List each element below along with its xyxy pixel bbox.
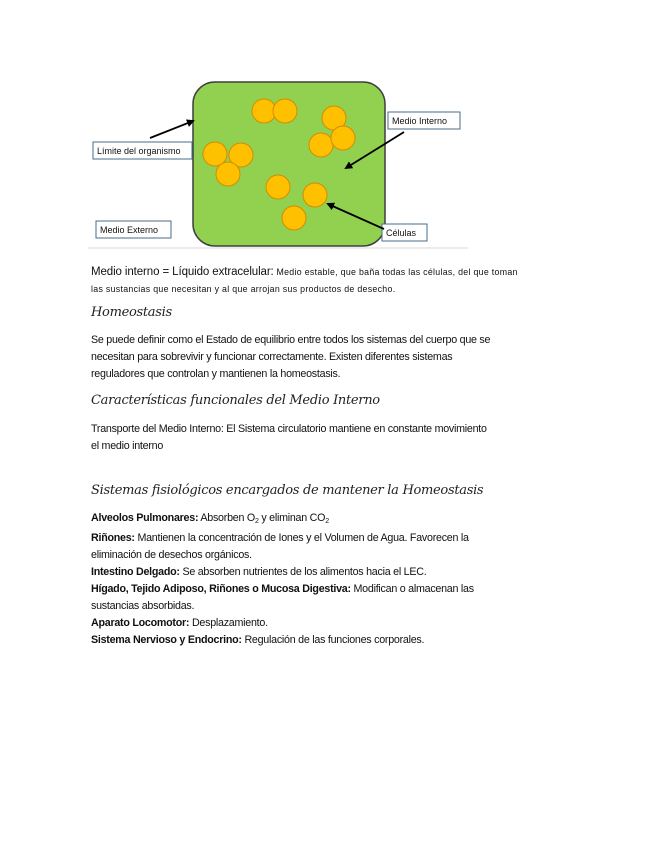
label-medio-interno: Medio Interno xyxy=(392,116,448,126)
caption-description-2: las sustancias que necesitan y al que arrojan sus productos de desecho. xyxy=(91,284,396,294)
sistema-label: Riñones: xyxy=(91,532,135,544)
cell xyxy=(266,175,290,199)
sistemas-list xyxy=(91,510,571,649)
diagram-caption xyxy=(91,264,571,298)
sistemas-heading: Sistemas fisiológicos encargados de mantener la Homeostasis xyxy=(91,483,484,498)
arrow-limite xyxy=(150,121,193,138)
cell xyxy=(216,162,240,186)
caracteristicas-line: Transporte del Medio Interno: El Sistema circulatorio mantiene en constante movimiento xyxy=(91,423,487,435)
cell xyxy=(273,99,297,123)
homeostasis-line: Se puede definir como el Estado de equilibrio entre todos los sistemas del cuerpo que se xyxy=(91,334,491,346)
sistema-intestino: Intestino Delgado: Se absorben nutrientes de los alimentos hacia el LEC. xyxy=(91,566,427,578)
sistema-label: Intestino Delgado: xyxy=(91,566,180,578)
cell xyxy=(252,99,276,123)
cell xyxy=(303,183,327,207)
sistema-nervioso: Sistema Nervioso y Endocrino: Regulación de las funciones corporales. xyxy=(91,634,425,646)
caracteristicas-heading: Características funcionales del Medio Interno xyxy=(91,393,380,408)
homeostasis-heading: Homeostasis xyxy=(91,305,172,320)
sistema-label: Hígado, Tejido Adiposo, Riñones o Mucosa Digestiva: xyxy=(91,583,351,595)
caracteristicas-paragraph xyxy=(91,421,571,455)
sistema-label: Alveolos Pulmonares: xyxy=(91,512,199,524)
sistema-higado-cont: sustancias absorbidas. xyxy=(91,600,195,612)
sistema-rinones-cont: eliminación de desechos orgánicos. xyxy=(91,549,252,561)
cell xyxy=(331,126,355,150)
sistema-alveolos: Alveolos Pulmonares: Absorben $O_2$ y eliminan $CO_2$ xyxy=(91,512,329,525)
label-limite: Límite del organismo xyxy=(97,146,181,156)
homeostasis-paragraph xyxy=(91,332,571,383)
caption-description-1: Medio estable, que baña todas las células, del que toman xyxy=(276,267,518,277)
homeostasis-line: necesitan para sobrevivir y funcionar correctamente. Existen diferentes sistemas xyxy=(91,351,453,363)
sistema-label: Aparato Locomotor: xyxy=(91,617,190,629)
sistema-locomotor: Aparato Locomotor: Desplazamiento. xyxy=(91,617,268,629)
homeostasis-line: reguladores que controlan y mantienen la homeostasis. xyxy=(91,368,341,380)
cell xyxy=(282,206,306,230)
sistema-label: Sistema Nervioso y Endocrino: xyxy=(91,634,242,646)
caracteristicas-line: el medio interno xyxy=(91,440,164,452)
label-celulas: Células xyxy=(386,228,417,238)
cell xyxy=(309,133,333,157)
sistema-higado: Hígado, Tejido Adiposo, Riñones o Mucosa Digestiva: Modifican o almacenan las xyxy=(91,583,474,595)
caption-definition: Medio interno = Líquido extracelular: xyxy=(91,266,274,278)
label-medio-externo: Medio Externo xyxy=(100,225,159,235)
medio-interno-diagram xyxy=(88,78,468,250)
sistema-rinones: Riñones: Mantienen la concentración de Iones y el Volumen de Agua. Favorecen la xyxy=(91,532,469,544)
